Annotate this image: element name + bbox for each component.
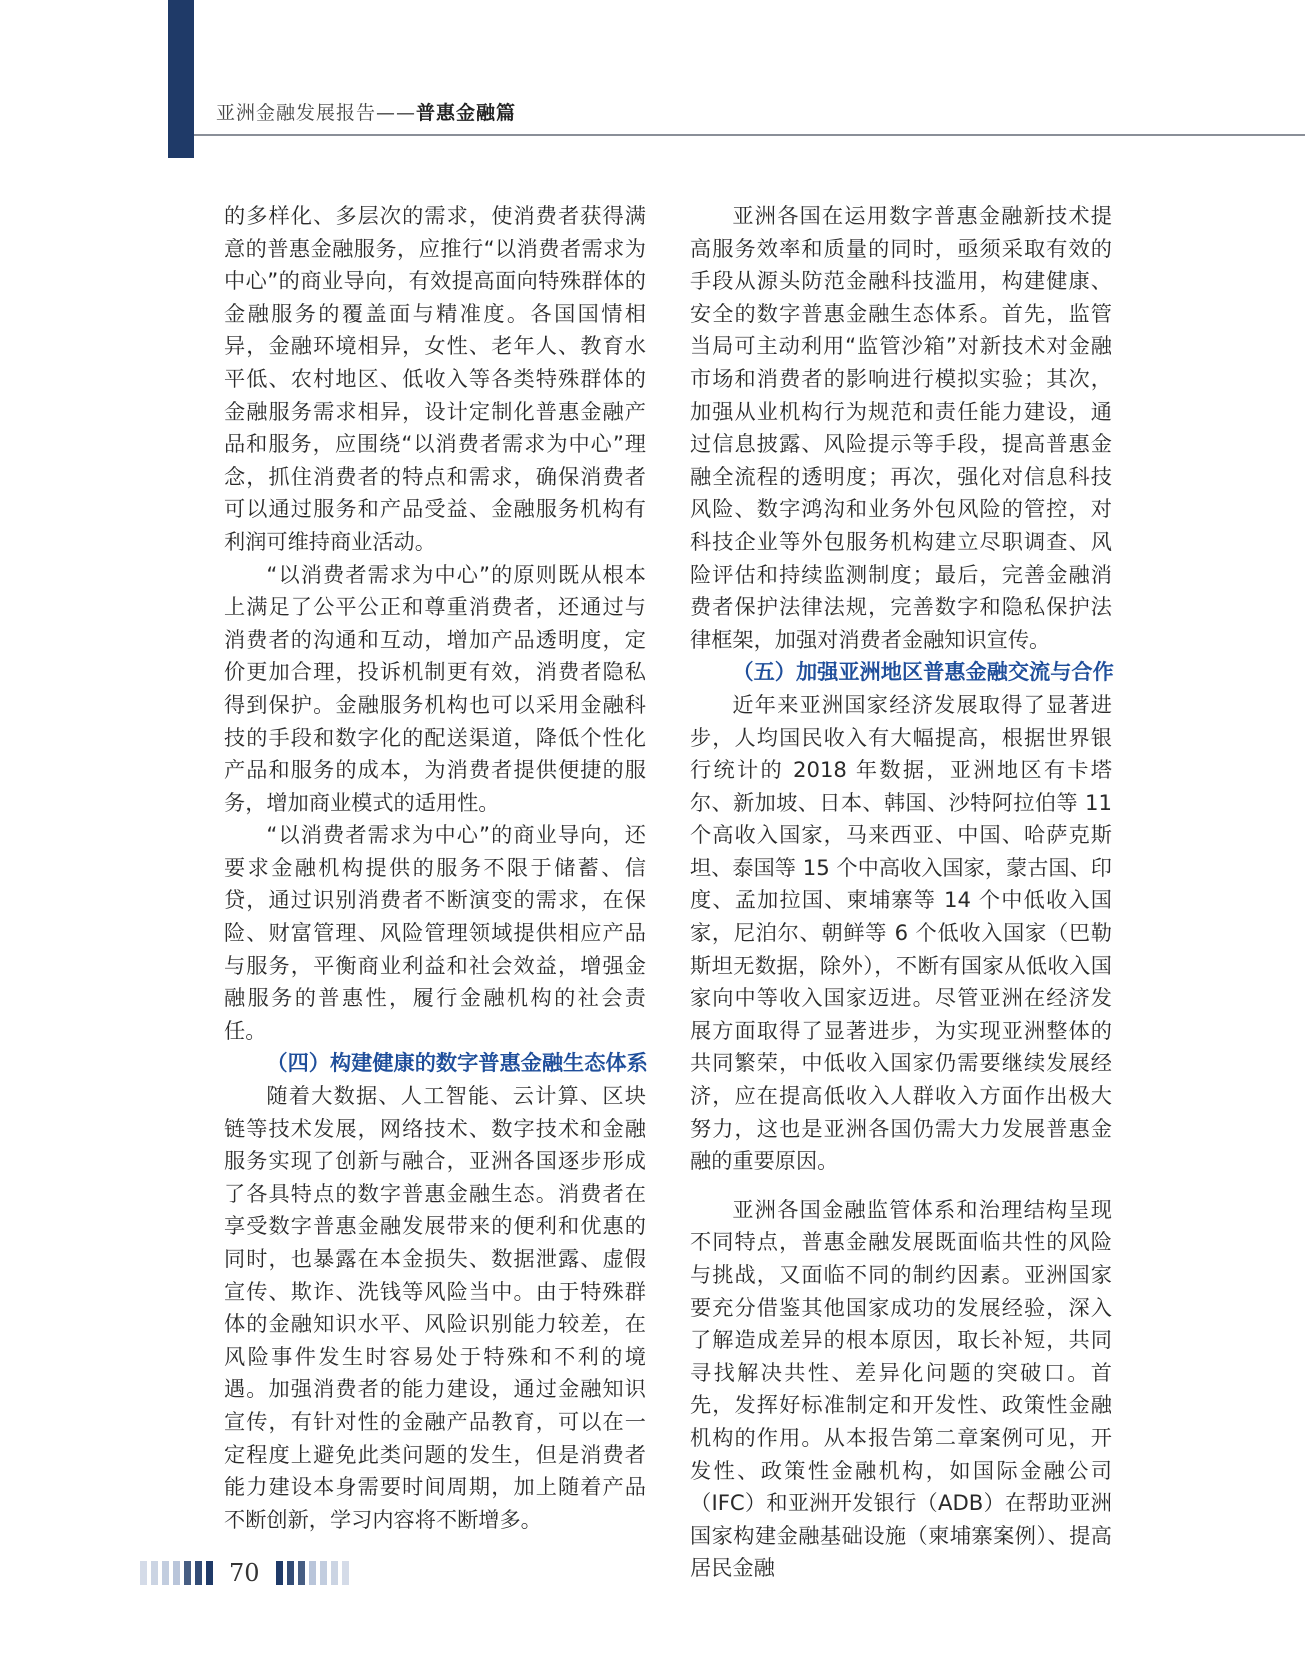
running-header-text: 亚洲金融发展报告—— [216, 102, 417, 124]
page-footer [140, 1558, 349, 1588]
footer-stripe [320, 1561, 327, 1585]
footer-stripe [162, 1561, 169, 1585]
page-number: 70 [229, 1559, 260, 1587]
paragraph: 随着大数据、人工智能、云计算、区块链等技术发展，网络技术、数字技术和金融服务实现了创新与融合，亚洲各国逐步形成了各具特点的数字普惠金融生态。消费者在享受数字普惠金融发展带来的便利和优惠的同时，也暴露在本金损失、数据泄露、虚假宣传、欺诈、洗钱等风险当中。由于特殊群体的金融知识水平、风险识别能力较差，在风险事件发生时容易处于特殊和不利的境遇。加强消费者的能力建设，通过金融知识宣传，有针对性的金融产品教育，可以在一定程度上避免此类问题的发生，但是消费者能力建设本身需要时间周期，加上随着产品不断创新，学习内容将不断增多。 [224, 1083, 646, 1532]
footer-stripe [342, 1561, 349, 1585]
section-heading: （四）构建健康的数字普惠金融生态体系 [266, 1050, 648, 1076]
footer-stripes-left [140, 1561, 213, 1585]
footer-stripe [276, 1561, 283, 1585]
footer-stripe [140, 1561, 147, 1585]
footer-stripe [195, 1561, 202, 1585]
right-column [690, 200, 1112, 1585]
paragraph: 的多样化、多层次的需求，使消费者获得满意的普惠金融服务，应推行“以消费者需求为中心”的商业导向，有效提高面向特殊群体的金融服务的覆盖面与精准度。各国国情相异，金融环境相异，女性、老年人、教育水平低、农村地区、低收入等各类特殊群体的金融服务需求相异，设计定制化普惠金融产品和服务，应围绕“以消费者需求为中心”理念，抓住消费者的特点和需求，确保消费者可以通过服务和产品受益、金融服务机构有利润可维持商业活动。 [224, 203, 646, 554]
header-rule [194, 134, 1305, 136]
footer-stripe [309, 1561, 316, 1585]
section-heading: （五）加强亚洲地区普惠金融交流与合作 [732, 659, 1114, 685]
footer-stripes-right [276, 1561, 349, 1585]
header-accent-bar [168, 0, 194, 158]
footer-stripe [331, 1561, 338, 1585]
running-header [216, 98, 516, 125]
paragraph: 亚洲各国金融监管体系和治理结构呈现不同特点，普惠金融发展既面临共性的风险与挑战，又面临不同的制约因素。亚洲国家要充分借鉴其他国家成功的发展经验，深入了解造成差异的根本原因，取长补短，共同寻找解决共性、差异化问题的突破口。首先，发挥好标准制定和开发性、政策性金融机构的作用。从本报告第二章案例可见，开发性、政策性金融机构，如国际金融公司（IFC）和亚洲开发银行（ADB）在帮助亚洲国家构建金融基础设施（柬埔寨案例）、提高居民金融 [690, 1196, 1112, 1581]
paragraph: “以消费者需求为中心”的商业导向，还要求金融机构提供的服务不限于储蓄、信贷，通过识别消费者不断演变的需求，在保险、财富管理、风险管理领域提供相应产品与服务，平衡商业利益和社会效益，增强金融服务的普惠性，履行金融机构的社会责任。 [224, 822, 646, 1043]
paragraph: “以消费者需求为中心”的原则既从根本上满足了公平公正和尊重消费者，还通过与消费者的沟通和互动，增加产品透明度，定价更加合理，投诉机制更有效，消费者隐私得到保护。金融服务机构也可以采用金融科技的手段和数字化的配送渠道，降低个性化产品和服务的成本，为消费者提供便捷的服务，增加商业模式的适用性。 [224, 561, 646, 815]
footer-stripe [173, 1561, 180, 1585]
left-column [224, 200, 646, 1536]
footer-stripe [206, 1561, 213, 1585]
footer-stripe [184, 1561, 191, 1585]
running-header-section: 普惠金融篇 [416, 102, 517, 124]
footer-stripe [287, 1561, 294, 1585]
footer-stripe [298, 1561, 305, 1585]
footer-stripe [151, 1561, 158, 1585]
paragraph: 近年来亚洲国家经济发展取得了显著进步，人均国民收入有大幅提高，根据世界银行统计的 2018 年数据，亚洲地区有卡塔尔、新加坡、日本、韩国、沙特阿拉伯等 11 个高收入国家，马来西亚、中国、哈萨克斯坦、泰国等 15 个中高收入国家，蒙古国、印度、孟加拉国、柬埔寨等 14 个中低收入国家，尼泊尔、朝鲜等 6 个低收入国家（巴勒斯坦无数据，除外），不断有国家从低收入国家向中等收入国家迈进。尽管亚洲在经济发展方面取得了显著进步，为实现亚洲整体的共同繁荣，中低收入国家仍需要继续发展经济，应在提高低收入人群收入方面作出极大努力，这也是亚洲各国仍需大力发展普惠金融的重要原因。 [690, 691, 1112, 1174]
paragraph: 亚洲各国在运用数字普惠金融新技术提高服务效率和质量的同时，亟须采取有效的手段从源头防范金融科技滥用，构建健康、安全的数字普惠金融生态体系。首先，监管当局可主动利用“监管沙箱”对新技术对金融市场和消费者的影响进行模拟实验；其次，加强从业机构行为规范和责任能力建设，通过信息披露、风险提示等手段，提高普惠金融全流程的透明度；再次，强化对信息科技风险、数字鸿沟和业务外包风险的管控，对科技企业等外包服务机构建立尽职调查、风险评估和持续监测制度；最后，完善金融消费者保护法律法规，完善数字和隐私保护法律框架，加强对消费者金融知识宣传。 [690, 203, 1112, 652]
